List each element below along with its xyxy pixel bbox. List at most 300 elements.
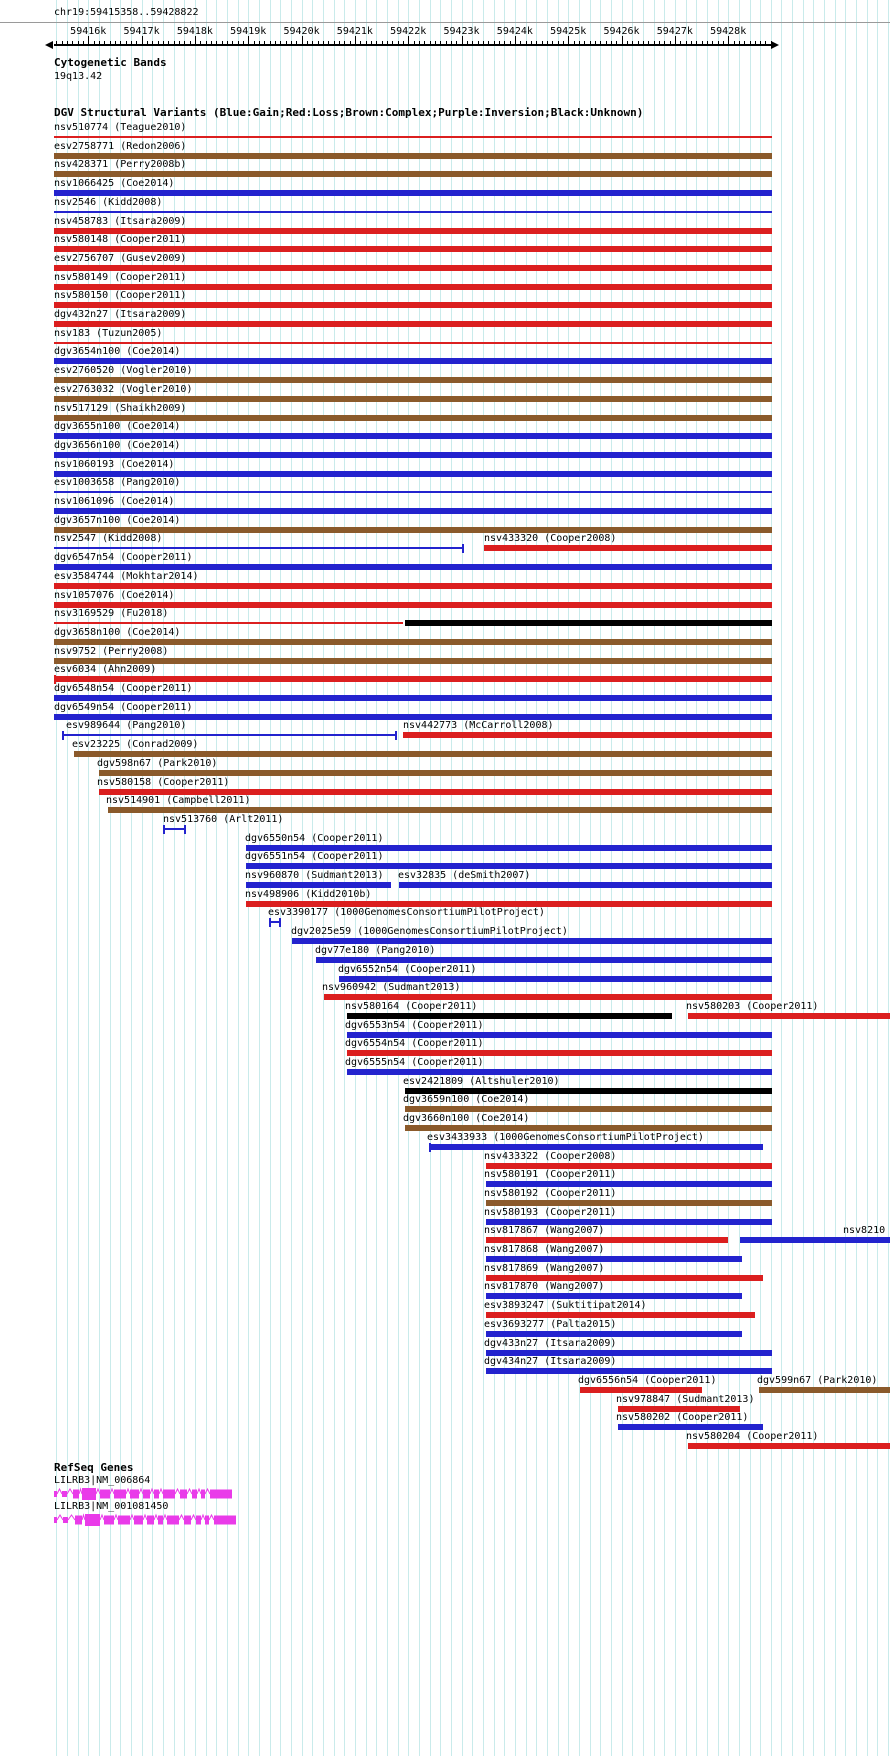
variant-label-esv3433933[interactable]: esv3433933 (1000GenomesConsortiumPilotProject) (427, 1132, 704, 1143)
ruler-tick-label: 59422k (390, 26, 427, 37)
grid-line (877, 0, 878, 1756)
variant-label-dgv3656n100[interactable]: dgv3656n100 (Coe2014) (54, 440, 181, 451)
gene-exon[interactable] (180, 1490, 187, 1499)
ruler-minor-tick (371, 41, 372, 45)
ruler-minor-tick (435, 41, 436, 45)
variant-bar-nsv514901[interactable] (108, 807, 772, 813)
variant-label-nsv3169529[interactable]: nsv3169529 (Fu2018) (54, 608, 169, 619)
variant-line-nsv183[interactable] (54, 342, 772, 344)
grid-line (792, 0, 793, 1756)
ruler-minor-tick (264, 41, 265, 45)
gene-exon[interactable] (62, 1491, 67, 1497)
ruler-arrow-right-icon (771, 41, 779, 49)
ruler-minor-tick (494, 41, 495, 45)
ruler-minor-tick (350, 41, 351, 45)
variant-endtick (429, 1143, 431, 1152)
ruler-minor-tick (467, 41, 468, 45)
variant-bar-nsv8210[interactable] (740, 1237, 890, 1243)
grid-line (813, 0, 814, 1756)
variant-bar-dgv77e180[interactable] (316, 957, 772, 963)
variant-label-esv1003658[interactable]: esv1003658 (Pang2010) (54, 477, 181, 488)
ruler-minor-tick (686, 41, 687, 45)
ruler-minor-tick (691, 41, 692, 45)
ruler-minor-tick (339, 41, 340, 45)
ruler-tick-label: 59419k (230, 26, 267, 37)
variant-label-nsv433320[interactable]: nsv433320 (Cooper2008) (484, 533, 617, 544)
variant-label-esv989644[interactable]: esv989644 (Pang2010) (66, 720, 187, 731)
ruler-minor-tick (275, 41, 276, 45)
variant-label-dgv3659n100[interactable]: dgv3659n100 (Coe2014) (403, 1094, 530, 1105)
track-title-dgv-structural-variants: DGV Structural Variants (Blue:Gain;Red:Loss;Brown:Complex;Purple:Inversion;Black:Unknown) (54, 106, 644, 119)
ruler-major-tick (568, 36, 569, 45)
ruler-minor-tick (696, 41, 697, 45)
variant-label-nsv580164[interactable]: nsv580164 (Cooper2011) (345, 1001, 478, 1012)
variant-label-esv3693277[interactable]: esv3693277 (Palta2015) (484, 1319, 617, 1330)
ruler-minor-tick (238, 41, 239, 45)
variant-label-nsv2546[interactable]: nsv2546 (Kidd2008) (54, 197, 163, 208)
variant-label-esv2760520[interactable]: esv2760520 (Vogler2010) (54, 365, 193, 376)
variant-label-nsv517129[interactable]: nsv517129 (Shaikh2009) (54, 403, 187, 414)
grid-line (590, 0, 591, 1756)
variant-label-nsv580193[interactable]: nsv580193 (Cooper2011) (484, 1207, 617, 1218)
variant-label-dgv598n67[interactable]: dgv598n67 (Park2010) (97, 758, 218, 769)
variant-bar-nsv960942[interactable] (324, 994, 772, 1000)
variant-label-dgv433n27[interactable]: dgv433n27 (Itsara2009) (484, 1338, 617, 1349)
ruler-minor-tick (110, 41, 111, 45)
ruler-minor-tick (174, 41, 175, 45)
variant-label-nsv498906[interactable]: nsv498906 (Kidd2010b) (245, 889, 372, 900)
variant-bar-dgv3658n100[interactable] (54, 639, 772, 645)
ruler-minor-tick (526, 41, 527, 45)
grid-line (611, 0, 612, 1756)
gene-exon[interactable] (82, 1488, 96, 1500)
ruler-minor-tick (627, 41, 628, 45)
variant-label-dgv3658n100[interactable]: dgv3658n100 (Coe2014) (54, 627, 181, 638)
variant-label-esv2758771[interactable]: esv2758771 (Redon2006) (54, 141, 187, 152)
gene-exon[interactable] (54, 1517, 57, 1523)
ruler-minor-tick (414, 41, 415, 45)
variant-bar-dgv6551n54[interactable] (246, 863, 772, 869)
variant-label-dgv6554n54[interactable]: dgv6554n54 (Cooper2011) (345, 1038, 484, 1049)
variant-endtick (279, 918, 281, 927)
gene-exon[interactable] (210, 1490, 232, 1499)
grid-line (750, 0, 751, 1756)
variant-bar-dgv598n67[interactable] (99, 770, 772, 776)
ruler-minor-tick (254, 41, 255, 45)
ruler-minor-tick (270, 41, 271, 45)
ruler-minor-tick (547, 41, 548, 45)
ruler-minor-tick (104, 41, 105, 45)
variant-label-dgv6550n54[interactable]: dgv6550n54 (Cooper2011) (245, 833, 384, 844)
grid-line (675, 0, 676, 1756)
ruler-minor-tick (723, 41, 724, 45)
gene-exon[interactable] (192, 1490, 197, 1499)
grid-line (888, 0, 889, 1756)
variant-bar-dgv6548n54[interactable] (54, 695, 772, 701)
variant-label-nsv1060193[interactable]: nsv1060193 (Coe2014) (54, 459, 175, 470)
ruler-minor-tick (712, 41, 713, 45)
ruler-minor-tick (584, 41, 585, 45)
variant-label-dgv6552n54[interactable]: dgv6552n54 (Cooper2011) (338, 964, 477, 975)
gene-exon[interactable] (134, 1516, 143, 1525)
variant-bar-nsv1066425[interactable] (54, 190, 772, 196)
ruler-minor-tick (488, 41, 489, 45)
variant-label-dgv2025e59[interactable]: dgv2025e59 (1000GenomesConsortiumPilotProject) (291, 926, 568, 937)
variant-bar-dgv3660n100[interactable] (405, 1125, 772, 1131)
variant-label-nsv817870[interactable]: nsv817870 (Wang2007) (484, 1281, 605, 1292)
gene-exon[interactable] (73, 1490, 79, 1499)
gene-glyph-NM_006864[interactable] (0, 1487, 260, 1501)
ruler-minor-tick (440, 41, 441, 45)
variant-bar-nsv817868[interactable] (486, 1256, 742, 1262)
variant-bar-nsv580148[interactable] (54, 246, 772, 252)
ruler-minor-tick (163, 41, 164, 45)
variant-label-dgv3655n100[interactable]: dgv3655n100 (Coe2014) (54, 421, 181, 432)
variant-label-nsv442773[interactable]: nsv442773 (McCarroll2008) (403, 720, 554, 731)
grid-line (835, 0, 836, 1756)
ruler-minor-tick (206, 41, 207, 45)
variant-endtick (462, 544, 464, 553)
ruler-minor-tick (590, 41, 591, 45)
ruler-minor-tick (344, 41, 345, 45)
ruler-minor-tick (126, 41, 127, 45)
variant-line-nsv2546[interactable] (54, 211, 772, 213)
variant-label-esv3584744[interactable]: esv3584744 (Mokhtar2014) (54, 571, 199, 582)
variant-label-nsv1066425[interactable]: nsv1066425 (Coe2014) (54, 178, 175, 189)
variant-label-nsv580158[interactable]: nsv580158 (Cooper2011) (97, 777, 230, 788)
ruler-arrow-left-icon (45, 41, 53, 49)
ruler-minor-tick (643, 41, 644, 45)
panel-divider (0, 22, 890, 23)
variant-bar-nsv580164[interactable] (347, 1013, 672, 1019)
variant-line-nsv510774[interactable] (54, 136, 772, 138)
grid-line (579, 0, 580, 1756)
variant-label-nsv2547[interactable]: nsv2547 (Kidd2008) (54, 533, 163, 544)
variant-bar-esv2760520[interactable] (54, 377, 772, 383)
ruler-minor-tick (158, 41, 159, 45)
ruler-minor-tick (78, 41, 79, 45)
variant-label-nsv1057076[interactable]: nsv1057076 (Coe2014) (54, 590, 175, 601)
ruler-minor-tick (222, 41, 223, 45)
ruler-minor-tick (648, 41, 649, 45)
variant-label-nsv510774[interactable]: nsv510774 (Teague2010) (54, 122, 187, 133)
variant-bar-esv6034[interactable] (54, 676, 772, 682)
variant-bar-dgv3656n100[interactable] (54, 452, 772, 458)
gene-label-NM_001081450[interactable]: LILRB3|NM_001081450 (54, 1501, 169, 1512)
variant-bar-esv2756707[interactable] (54, 265, 772, 271)
variant-endtick (269, 918, 271, 927)
gene-exon[interactable] (63, 1517, 68, 1523)
variant-label-dgv6555n54[interactable]: dgv6555n54 (Cooper2011) (345, 1057, 484, 1068)
ruler-tick-label: 59417k (123, 26, 160, 37)
ruler-minor-tick (718, 41, 719, 45)
gene-exon[interactable] (154, 1490, 159, 1499)
variant-bar-nsv428371[interactable] (54, 171, 772, 177)
variant-label-esv32835[interactable]: esv32835 (deSmith2007) (398, 870, 531, 881)
variant-label-dgv434n27[interactable]: dgv434n27 (Itsara2009) (484, 1356, 617, 1367)
variant-bar-esv2763032[interactable] (54, 396, 772, 402)
ruler-tick-label: 59426k (603, 26, 640, 37)
ruler-minor-tick (259, 41, 260, 45)
gene-exon[interactable] (201, 1490, 205, 1499)
ruler-minor-tick (67, 41, 68, 45)
variant-label-dgv77e180[interactable]: dgv77e180 (Pang2010) (315, 945, 436, 956)
variant-label-dgv6556n54[interactable]: dgv6556n54 (Cooper2011) (578, 1375, 717, 1386)
variant-bar-nsv817870[interactable] (486, 1293, 742, 1299)
gene-exon[interactable] (130, 1490, 139, 1499)
variant-bar-unlabeled[interactable] (405, 620, 772, 626)
gene-exon[interactable] (147, 1516, 154, 1525)
variant-label-dgv6553n54[interactable]: dgv6553n54 (Cooper2011) (345, 1020, 484, 1031)
variant-label-nsv428371[interactable]: nsv428371 (Perry2008b) (54, 159, 187, 170)
variant-label-nsv513760[interactable]: nsv513760 (Arlt2011) (163, 814, 284, 825)
ruler-tick-label: 59421k (336, 26, 373, 37)
variant-bar-nsv580192[interactable] (486, 1200, 772, 1206)
variant-label-dgv432n27[interactable]: dgv432n27 (Itsara2009) (54, 309, 187, 320)
ruler-minor-tick (771, 41, 772, 45)
gene-exon[interactable] (114, 1490, 126, 1499)
ruler-minor-tick (680, 41, 681, 45)
ruler-minor-tick (200, 41, 201, 45)
ruler-minor-tick (280, 41, 281, 45)
ruler-major-tick (728, 36, 729, 45)
variant-label-esv2421809[interactable]: esv2421809 (Altshuler2010) (403, 1076, 560, 1087)
ruler-minor-tick (296, 41, 297, 45)
variant-label-dgv6551n54[interactable]: dgv6551n54 (Cooper2011) (245, 851, 384, 862)
gene-exon[interactable] (184, 1516, 191, 1525)
ruler-minor-tick (318, 41, 319, 45)
gene-exon[interactable] (118, 1516, 130, 1525)
ruler-minor-tick (499, 41, 500, 45)
ruler-major-tick (88, 36, 89, 45)
variant-label-nsv183[interactable]: nsv183 (Tuzun2005) (54, 328, 163, 339)
gene-glyph-NM_001081450[interactable] (0, 1513, 260, 1527)
variant-bar-dgv6556n54[interactable] (580, 1387, 702, 1393)
variant-bar-dgv434n27[interactable] (486, 1368, 772, 1374)
ruler-minor-tick (184, 41, 185, 45)
grid-line (728, 0, 729, 1756)
ruler-major-tick (142, 36, 143, 45)
ruler-minor-tick (472, 41, 473, 45)
ruler-minor-tick (520, 41, 521, 45)
variant-label-nsv580149[interactable]: nsv580149 (Cooper2011) (54, 272, 187, 283)
variant-label-esv23225[interactable]: esv23225 (Conrad2009) (72, 739, 199, 750)
variant-label-nsv580204[interactable]: nsv580204 (Cooper2011) (686, 1431, 819, 1442)
variant-label-dgv3654n100[interactable]: dgv3654n100 (Coe2014) (54, 346, 181, 357)
grid-line (856, 0, 857, 1756)
variant-label-nsv960870[interactable]: nsv960870 (Sudmant2013) (245, 870, 384, 881)
variant-label-nsv817867[interactable]: nsv817867 (Wang2007) (484, 1225, 605, 1236)
ruler-minor-tick (670, 41, 671, 45)
gene-exon[interactable] (214, 1516, 236, 1525)
ruler-minor-tick (334, 41, 335, 45)
variant-bar-dgv3659n100[interactable] (405, 1106, 772, 1112)
region-title: chr19:59415358..59428822 (54, 7, 199, 18)
variant-label-dgv599n67[interactable]: dgv599n67 (Park2010) (757, 1375, 878, 1386)
variant-bar-esv3433933[interactable] (429, 1144, 763, 1150)
variant-label-dgv3657n100[interactable]: dgv3657n100 (Coe2014) (54, 515, 181, 526)
variant-label-nsv580192[interactable]: nsv580192 (Cooper2011) (484, 1188, 617, 1199)
ruler-minor-tick (558, 41, 559, 45)
ruler-major-tick (248, 36, 249, 45)
ruler-minor-tick (755, 41, 756, 45)
variant-label-nsv580203[interactable]: nsv580203 (Cooper2011) (686, 1001, 819, 1012)
ruler-minor-tick (328, 41, 329, 45)
variant-label-esv3390177[interactable]: esv3390177 (1000GenomesConsortiumPilotProject) (268, 907, 545, 918)
ruler-minor-tick (99, 41, 100, 45)
variant-label-dgv6548n54[interactable]: dgv6548n54 (Cooper2011) (54, 683, 193, 694)
grid-line (686, 0, 687, 1756)
variant-bar-dgv3654n100[interactable] (54, 358, 772, 364)
gene-exon[interactable] (158, 1516, 163, 1525)
gene-exon[interactable] (143, 1490, 150, 1499)
ruler-minor-tick (654, 41, 655, 45)
grid-line (824, 0, 825, 1756)
variant-bar-dgv432n27[interactable] (54, 321, 772, 327)
variant-bar-dgv3655n100[interactable] (54, 433, 772, 439)
variant-endtick (62, 731, 64, 740)
variant-label-nsv817868[interactable]: nsv817868 (Wang2007) (484, 1244, 605, 1255)
ruler-minor-tick (382, 41, 383, 45)
variant-line-nsv513760[interactable] (163, 828, 186, 830)
ruler-minor-tick (232, 41, 233, 45)
ruler-minor-tick (211, 41, 212, 45)
variant-label-nsv8210[interactable]: nsv8210 (843, 1225, 886, 1236)
variant-bar-nsv433320[interactable] (484, 545, 772, 551)
ruler-minor-tick (451, 41, 452, 45)
ruler-minor-tick (606, 41, 607, 45)
ruler-minor-tick (563, 41, 564, 45)
variant-bar-nsv960870[interactable] (246, 882, 391, 888)
ruler-minor-tick (616, 41, 617, 45)
ruler-major-tick (195, 36, 196, 45)
variant-line-nsv3169529[interactable] (54, 622, 403, 624)
track-title-refseq-genes: RefSeq Genes (54, 1461, 134, 1474)
gene-exon[interactable] (196, 1516, 201, 1525)
gene-exon[interactable] (85, 1514, 100, 1526)
variant-endtick (184, 825, 186, 834)
variant-bar-nsv817867[interactable] (486, 1237, 728, 1243)
variant-label-nsv580150[interactable]: nsv580150 (Cooper2011) (54, 290, 187, 301)
variant-label-nsv960942[interactable]: nsv960942 (Sudmant2013) (322, 982, 461, 993)
cytoband-label: 19q13.42 (54, 71, 103, 82)
variant-label-nsv580202[interactable]: nsv580202 (Cooper2011) (616, 1412, 749, 1423)
variant-label-nsv817869[interactable]: nsv817869 (Wang2007) (484, 1263, 605, 1274)
variant-label-esv6034[interactable]: esv6034 (Ahn2009) (54, 664, 157, 675)
ruler-minor-tick (291, 41, 292, 45)
ruler-major-tick (622, 36, 623, 45)
variant-label-dgv6549n54[interactable]: dgv6549n54 (Cooper2011) (54, 702, 193, 713)
ruler-minor-tick (510, 41, 511, 45)
variant-bar-nsv580204[interactable] (688, 1443, 890, 1449)
variant-label-nsv1061096[interactable]: nsv1061096 (Coe2014) (54, 496, 175, 507)
variant-line-esv1003658[interactable] (54, 491, 772, 493)
grid-line (536, 0, 537, 1756)
gene-exon[interactable] (167, 1516, 179, 1525)
variant-bar-nsv580202[interactable] (618, 1424, 763, 1430)
grid-line (867, 0, 868, 1756)
variant-label-nsv9752[interactable]: nsv9752 (Perry2008) (54, 646, 169, 657)
grid-line (760, 0, 761, 1756)
variant-bar-dgv6555n54[interactable] (347, 1069, 772, 1075)
grid-line (600, 0, 601, 1756)
ruler-minor-tick (83, 41, 84, 45)
ruler-minor-tick (483, 41, 484, 45)
variant-bar-dgv6554n54[interactable] (347, 1050, 772, 1056)
ruler-minor-tick (152, 41, 153, 45)
variant-bar-dgv6547n54[interactable] (54, 564, 772, 570)
variant-bar-esv23225[interactable] (74, 751, 772, 757)
variant-label-nsv514901[interactable]: nsv514901 (Campbell2011) (106, 795, 251, 806)
variant-label-nsv580148[interactable]: nsv580148 (Cooper2011) (54, 234, 187, 245)
variant-label-nsv458783[interactable]: nsv458783 (Itsara2009) (54, 216, 187, 227)
ruler-minor-tick (323, 41, 324, 45)
gene-exon[interactable] (163, 1490, 175, 1499)
ruler-major-tick (675, 36, 676, 45)
ruler-minor-tick (744, 41, 745, 45)
variant-label-nsv580191[interactable]: nsv580191 (Cooper2011) (484, 1169, 617, 1180)
gene-exon[interactable] (54, 1491, 57, 1497)
ruler-tick-label: 59425k (550, 26, 587, 37)
variant-label-nsv978847[interactable]: nsv978847 (Sudmant2013) (616, 1394, 755, 1405)
ruler-major-tick (302, 36, 303, 45)
variant-bar-nsv442773[interactable] (403, 732, 772, 738)
ruler-minor-tick (659, 41, 660, 45)
grid-line (622, 0, 623, 1756)
variant-label-dgv3660n100[interactable]: dgv3660n100 (Coe2014) (403, 1113, 530, 1124)
grid-line (547, 0, 548, 1756)
gene-label-NM_006864[interactable]: LILRB3|NM_006864 (54, 1475, 151, 1486)
variant-bar-esv3893247[interactable] (486, 1312, 755, 1318)
ruler-minor-tick (424, 41, 425, 45)
variant-bar-nsv1061096[interactable] (54, 508, 772, 514)
variant-label-nsv433322[interactable]: nsv433322 (Cooper2008) (484, 1151, 617, 1162)
gene-exon[interactable] (100, 1490, 110, 1499)
gene-exon[interactable] (205, 1516, 209, 1525)
ruler-major-tick (355, 36, 356, 45)
variant-bar-nsv580191[interactable] (486, 1181, 772, 1187)
variant-label-esv3893247[interactable]: esv3893247 (Suktitipat2014) (484, 1300, 647, 1311)
variant-label-esv2756707[interactable]: esv2756707 (Gusev2009) (54, 253, 187, 264)
ruler-tick-label: 59423k (443, 26, 480, 37)
ruler-minor-tick (611, 41, 612, 45)
variant-bar-esv3693277[interactable] (486, 1331, 742, 1337)
variant-line-nsv2547[interactable] (54, 547, 464, 549)
ruler-minor-tick (392, 41, 393, 45)
gene-exon[interactable] (75, 1516, 82, 1525)
variant-bar-esv32835[interactable] (399, 882, 772, 888)
ruler-minor-tick (536, 41, 537, 45)
variant-bar-nsv580150[interactable] (54, 302, 772, 308)
grid-line (568, 0, 569, 1756)
grid-line (845, 0, 846, 1756)
grid-line (803, 0, 804, 1756)
ruler-minor-tick (739, 41, 740, 45)
variant-line-esv989644[interactable] (62, 734, 397, 736)
variant-bar-nsv580203[interactable] (688, 1013, 890, 1019)
ruler-minor-tick (760, 41, 761, 45)
ruler-minor-tick (750, 41, 751, 45)
variant-bar-nsv9752[interactable] (54, 658, 772, 664)
variant-bar-dgv2025e59[interactable] (292, 938, 772, 944)
variant-label-dgv6547n54[interactable]: dgv6547n54 (Cooper2011) (54, 552, 193, 563)
gene-exon[interactable] (104, 1516, 114, 1525)
variant-bar-esv3584744[interactable] (54, 583, 772, 589)
variant-label-esv2763032[interactable]: esv2763032 (Vogler2010) (54, 384, 193, 395)
ruler-minor-tick (638, 41, 639, 45)
ruler-minor-tick (94, 41, 95, 45)
variant-bar-dgv599n67[interactable] (759, 1387, 890, 1393)
